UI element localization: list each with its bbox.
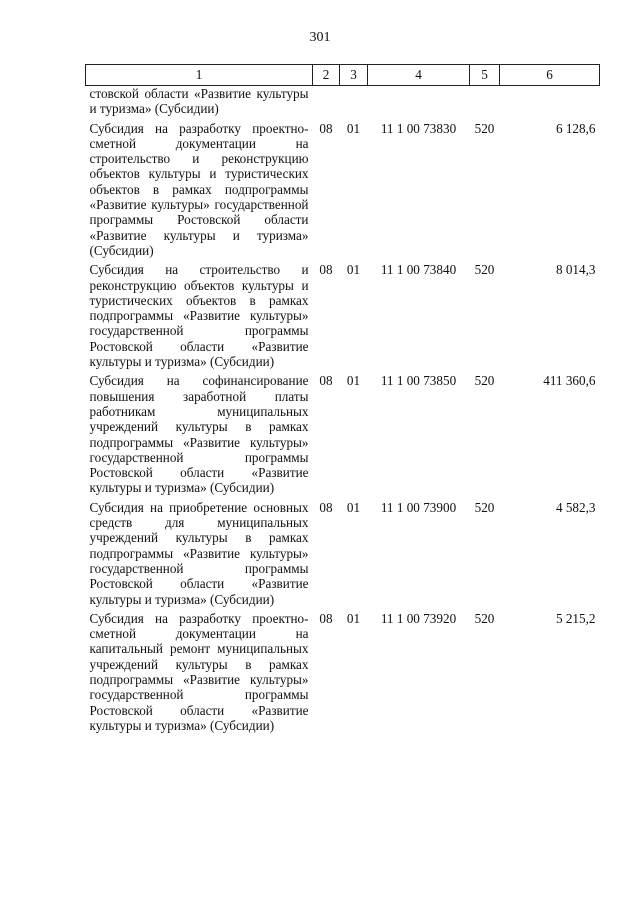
row-amount: 8 014,3 (555, 262, 596, 278)
row-section: 08 (319, 499, 333, 515)
column-header-1: 1 (86, 65, 313, 86)
row-subsection: 01 (346, 120, 361, 136)
row-section: 08 (319, 610, 333, 626)
table-row (86, 611, 600, 737)
row-expense-type: 520 (474, 262, 495, 278)
row-description: Субсидия на строительство и реконструкцию объектов культуры и туристических объектов в рамках подпрограммы «Развитие культуры» государственной программы Ростовской области «Развитие культуры и туризма» (Субсидии) (89, 262, 309, 370)
budget-table (85, 64, 600, 737)
continuation-description: стовской области «Развитие культуры и туризма» (Субсидии) (89, 86, 309, 117)
row-amount: 5 215,2 (555, 610, 596, 626)
column-header-5: 5 (470, 65, 500, 86)
row-amount: 6 128,6 (555, 120, 596, 136)
row-target-article: 11 1 00 73920 (380, 610, 457, 626)
row-target-article: 11 1 00 73900 (380, 499, 457, 515)
row-expense-type: 520 (474, 610, 495, 626)
column-header-2: 2 (313, 65, 340, 86)
column-header-6: 6 (500, 65, 600, 86)
row-amount: 4 582,3 (555, 499, 596, 515)
table-row (86, 121, 600, 263)
table-row-continuation (86, 86, 600, 121)
row-subsection: 01 (346, 262, 361, 278)
row-subsection: 01 (346, 499, 361, 515)
column-header-4: 4 (368, 65, 470, 86)
row-expense-type: 520 (474, 499, 495, 515)
row-target-article: 11 1 00 73830 (380, 120, 457, 136)
row-expense-type: 520 (474, 373, 495, 389)
column-header-3: 3 (340, 65, 368, 86)
row-section: 08 (319, 120, 333, 136)
row-amount: 411 360,6 (543, 373, 596, 389)
row-target-article: 11 1 00 73840 (380, 262, 457, 278)
row-description: Субсидия на приобретение основных средств для муниципальных учреждений культуры в рамках подпрограммы «Развитие культуры» государственной программы Ростовской области «Развитие культуры и туризма» (Субсидии) (89, 499, 309, 607)
table-row (86, 500, 600, 611)
row-section: 08 (319, 262, 333, 278)
row-subsection: 01 (346, 610, 361, 626)
row-description: Субсидия на софинансирование повышения заработной платы работникам муниципальных учреждений культуры в рамках подпрограммы «Развитие культуры» государственной программы Ростовской области «Развитие культуры и туризма» (Субсидии) (89, 373, 309, 496)
table-header-row (86, 65, 600, 86)
page-number: 301 (309, 30, 331, 45)
row-description: Субсидия на разработку проектно-сметной документации на капитальный ремонт муниципальных учреждений культуры в рамках подпрограммы «Развитие культуры» государственной программы Ростовской области «Развитие культуры и туризма» (Субсидии) (89, 610, 309, 733)
row-subsection: 01 (346, 373, 361, 389)
table-row (86, 262, 600, 373)
table-row (86, 373, 600, 499)
row-description: Субсидия на разработку проектно-сметной документации на строительство и реконструкцию объектов культуры и туристических объектов в рамках подпрограммы «Развитие культуры» государственной программы Ростовской области «Развитие культуры и туризма» (Субсидии) (89, 120, 309, 258)
row-section: 08 (319, 373, 333, 389)
row-target-article: 11 1 00 73850 (380, 373, 457, 389)
row-expense-type: 520 (474, 120, 495, 136)
